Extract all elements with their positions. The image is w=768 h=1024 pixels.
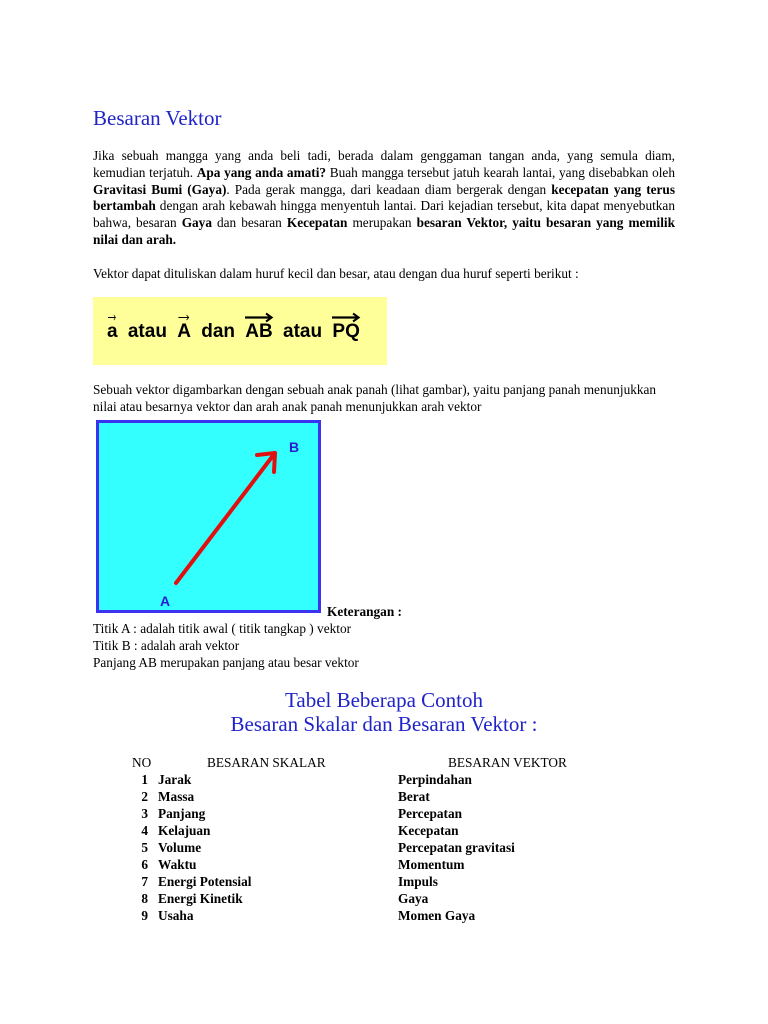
- row-number: 4: [141, 823, 148, 838]
- vector-arrow-icon: [107, 313, 118, 322]
- row-vektor: Perpindahan: [398, 772, 472, 787]
- row-number: 8: [141, 891, 148, 906]
- row-skalar: Jarak: [158, 772, 192, 787]
- vector-arrow-shaft: [176, 453, 275, 583]
- notation-atau-text: atau: [127, 321, 167, 342]
- header-skalar: BESARAN SKALAR: [207, 755, 326, 770]
- row-vektor: Percepatan: [398, 806, 463, 821]
- row-skalar: Energi Kinetik: [158, 891, 243, 906]
- table-title-line-1: Tabel Beberapa Contoh: [285, 688, 483, 712]
- table-title-line-2: Besaran Skalar dan Besaran Vektor :: [230, 712, 538, 736]
- intro-segment: Kecepatan: [286, 215, 348, 231]
- row-skalar: Volume: [158, 840, 202, 855]
- header-no: NO: [132, 755, 152, 770]
- row-number: 7: [141, 874, 148, 889]
- vector-diagram: [96, 420, 321, 613]
- header-vektor: BESARAN VEKTOR: [448, 755, 567, 770]
- row-vektor: Percepatan gravitasi: [398, 840, 515, 855]
- row-vektor: Berat: [398, 789, 430, 804]
- vector-A-notation: [177, 321, 191, 343]
- row-number: 1: [141, 772, 148, 787]
- intro-segment: Gravitasi Bumi (Gaya): [93, 181, 227, 197]
- intro-segment: Jika sebuah mangga yang anda beli tadi, berada dalam genggaman tangan anda, yang semula diam, kemudian terjatuh.: [93, 148, 675, 180]
- notes-list: [93, 621, 359, 671]
- row-skalar: Kelajuan: [158, 823, 211, 838]
- arrow-description-paragraph: Sebuah vektor digambarkan dengan sebuah anak panah (lihat gambar), yaitu panjang panah menunjukkan nilai atau besarnya vektor dan arah anak panah menunjukkan arah vektor: [93, 382, 657, 414]
- notation-intro-paragraph: Vektor dapat dituliskan dalam huruf kecil dan besar, atau dengan dua huruf seperti berikut :: [93, 266, 579, 281]
- vector-AB-notation: [245, 321, 272, 343]
- row-vektor: Momentum: [398, 857, 465, 872]
- note-length-ab: Panjang AB merupakan panjang atau besar vektor: [93, 654, 359, 670]
- row-skalar: Usaha: [158, 908, 194, 923]
- row-skalar: Energi Potensial: [158, 874, 252, 889]
- row-vektor: Gaya: [398, 891, 429, 906]
- notation-A-text: A: [177, 321, 191, 342]
- row-number: 3: [141, 806, 148, 821]
- point-a-label: A: [160, 593, 171, 609]
- intro-segment: merupakan: [347, 215, 417, 231]
- row-number: 9: [141, 908, 148, 923]
- vector-a-notation: [107, 321, 118, 343]
- row-skalar: Massa: [158, 789, 195, 804]
- row-number: 2: [141, 789, 148, 804]
- intro-segment: . Pada gerak mangga, dari keadaan diam bergerak dengan: [226, 181, 552, 197]
- notation-PQ-text: PQ: [332, 321, 360, 342]
- row-vektor: Impuls: [398, 874, 438, 889]
- intro-segment: Buah mangga tersebut jatuh kearah lantai, yang disebabkan oleh: [326, 164, 675, 180]
- intro-segment: besaran Vektor, yaitu besaran yang memilik nilai dan arah.: [93, 215, 676, 247]
- note-point-a: Titik A : adalah titik awal ( titik tangkap ) vektor: [93, 621, 352, 636]
- note-point-b: Titik B : adalah arah vektor: [93, 637, 240, 653]
- row-vektor: Kecepatan: [398, 823, 459, 838]
- intro-segment: dengan arah kebawah hingga menyentuh lantai. Dari kejadian tersebut, kita dapat menyebutkan bahwa, besaran: [93, 198, 675, 231]
- vector-arrow-icon: [332, 313, 359, 322]
- vector-arrow-drawing: [99, 423, 318, 610]
- vector-notation-image: [93, 297, 387, 365]
- intro-segment: kecepatan yang terus bertambah: [93, 181, 676, 214]
- vector-PQ-notation: [332, 321, 359, 343]
- row-number: 6: [141, 857, 148, 872]
- page-title: Besaran Vektor: [93, 106, 222, 130]
- table-title: [0, 688, 768, 736]
- intro-segment: Apa yang anda amati?: [196, 164, 327, 180]
- row-skalar: Waktu: [158, 857, 197, 872]
- keterangan-heading: Keterangan :: [327, 604, 402, 619]
- notation-AB-text: AB: [245, 321, 273, 342]
- vector-arrow-icon: [177, 313, 191, 322]
- notation-dan-text: dan: [201, 321, 236, 342]
- row-skalar: Panjang: [158, 806, 206, 821]
- intro-segment: dan besaran: [211, 215, 287, 231]
- point-b-label: B: [289, 439, 300, 455]
- row-vektor: Momen Gaya: [398, 908, 476, 923]
- intro-paragraph: [93, 148, 675, 249]
- intro-segment: Gaya: [181, 215, 212, 231]
- notation-atau2-text: atau: [283, 321, 323, 342]
- notation-a-text: a: [107, 321, 118, 342]
- vector-arrow-icon: [245, 313, 272, 322]
- row-number: 5: [141, 840, 148, 855]
